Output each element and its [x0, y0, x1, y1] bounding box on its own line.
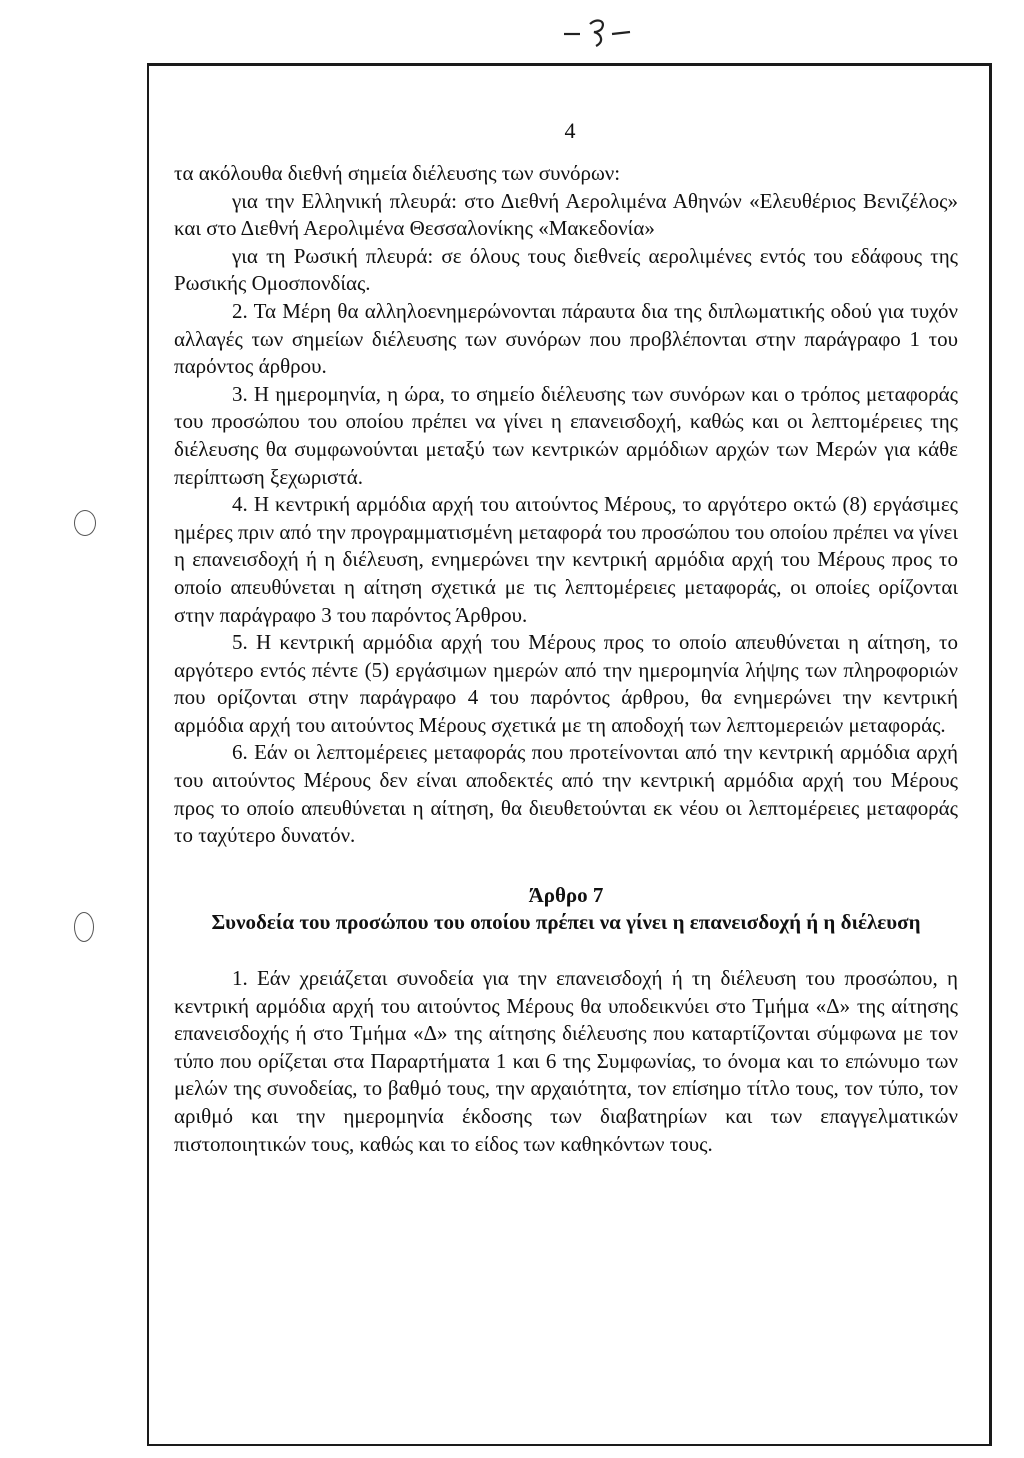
- greek-side-paragraph: για την Ελληνική πλευρά: στο Διεθνή Αερολιμένα Αθηνών «Ελευθέριος Βενιζέλος» και στο Διεθνή Αερολιμένα Θεσσαλονίκης «Μακεδονία»: [174, 188, 958, 241]
- handwritten-mark-graphic: [560, 10, 640, 50]
- document-body: [174, 160, 958, 1158]
- paragraph-6: 6. Εάν οι λεπτομέρειες μεταφοράς που προτείνονται από την κεντρική αρμόδια αρχή του αιτούντος Μέρους δεν είναι αποδεκτές από την κεντρική αρμόδια αρχή του Μέρους προς το οποίο απευθύνεται η αίτηση, θα διευθετούνται εκ νέου οι λεπτομέρειες μεταφοράς το ταχύτερο δυνατόν.: [174, 740, 958, 848]
- intro-line: τα ακόλουθα διεθνή σημεία διέλευσης των συνόρων:: [174, 161, 621, 185]
- article-heading: [174, 882, 958, 937]
- page-number: 4: [564, 118, 576, 143]
- paragraph-4: 4. Η κεντρική αρμόδια αρχή του αιτούντος Μέρους, το αργότερο οκτώ (8) εργάσιμες ημέρες πριν από την προγραμματισμένη μεταφορά του προσώπου του οποίου πρέπει να γίνει η επανεισδοχή ή η διέλευση, ενημερώνει την κεντρική αρμόδια αρχή του Μέρους προς το οποίο απευθύνεται η αίτηση σχετικά με τις λεπτομέρειες μεταφοράς, οι οποίες ορίζονται στην παράγραφο 3 του παρόντος Άρθρου.: [174, 492, 958, 627]
- punch-hole-mark-lower: [74, 912, 94, 942]
- paragraph-3: 3. Η ημερομηνία, η ώρα, το σημείο διέλευσης των συνόρων και ο τρόπος μεταφοράς του προσώπου του οποίου πρέπει να γίνει η επανεισδοχή, καθώς και οι λεπτομέρειες της διέλευσης θα συμφωνούνται μεταξύ των κεντρικών αρμόδιων αρχών των Μερών για κάθε περίπτωση ξεχωριστά.: [174, 381, 958, 489]
- article-7-paragraph-1: 1. Εάν χρειάζεται συνοδεία για την επανεισδοχή ή τη διέλευση του προσώπου, η κεντρική αρμόδια αρχή του αιτούντος Μέρους θα υποδεικνύει στο Τμήμα «Δ» της αίτησης επανεισδοχής ή στο Τμήμα «Δ» της αίτησης διέλευσης που καταρτίζονται σύμφωνα με τον τύπο που ορίζεται στα Παραρτήματα 1 και 6 της Συμφωνίας, το όνομα και το επώνυμο των μελών της συνοδείας, το βαθμό τους, την αρχαιότητα, τον επίσημο τίτλο τους, τον τύπο, τον αριθμό και την ημερομηνία έκδοσης των διαβατηρίων και των επαγγελματικών πιστοποιητικών τους, καθώς και το είδος των καθηκόντων τους.: [174, 966, 958, 1156]
- article-subtitle: Συνοδεία του προσώπου του οποίου πρέπει να γίνει η επανεισδοχή ή η διέλευση: [211, 910, 921, 935]
- article-title: Άρθρο 7: [528, 882, 604, 907]
- paragraph-2: 2. Τα Μέρη θα αλληλοενημερώνονται πάραυτα δια της διπλωματικής οδού για τυχόν αλλαγές των σημείων διέλευσης των συνόρων που προβλέπονται στην παράγραφο 1 του παρόντος άρθρου.: [174, 298, 958, 379]
- russian-side-paragraph: για τη Ρωσική πλευρά: σε όλους τους διεθνείς αερολιμένες εντός του εδάφους της Ρωσικής Ομοσπονδίας.: [174, 243, 958, 296]
- punch-hole-mark-upper: [74, 510, 96, 536]
- paragraph-5: 5. Η κεντρική αρμόδια αρχή του Μέρους προς το οποίο απευθύνεται η αίτηση, το αργότερο εντός πέντε (5) εργάσιμων ημερών από την ημερομηνία λήψης των πληροφοριών που ορίζονται στην παράγραφο 4 του παρόντος άρθρου, θα ενημερώνει την κεντρική αρμόδια αρχή του αιτούντος Μέρους σχετικά με τη αποδοχή των λεπτομερειών μεταφοράς.: [174, 630, 958, 737]
